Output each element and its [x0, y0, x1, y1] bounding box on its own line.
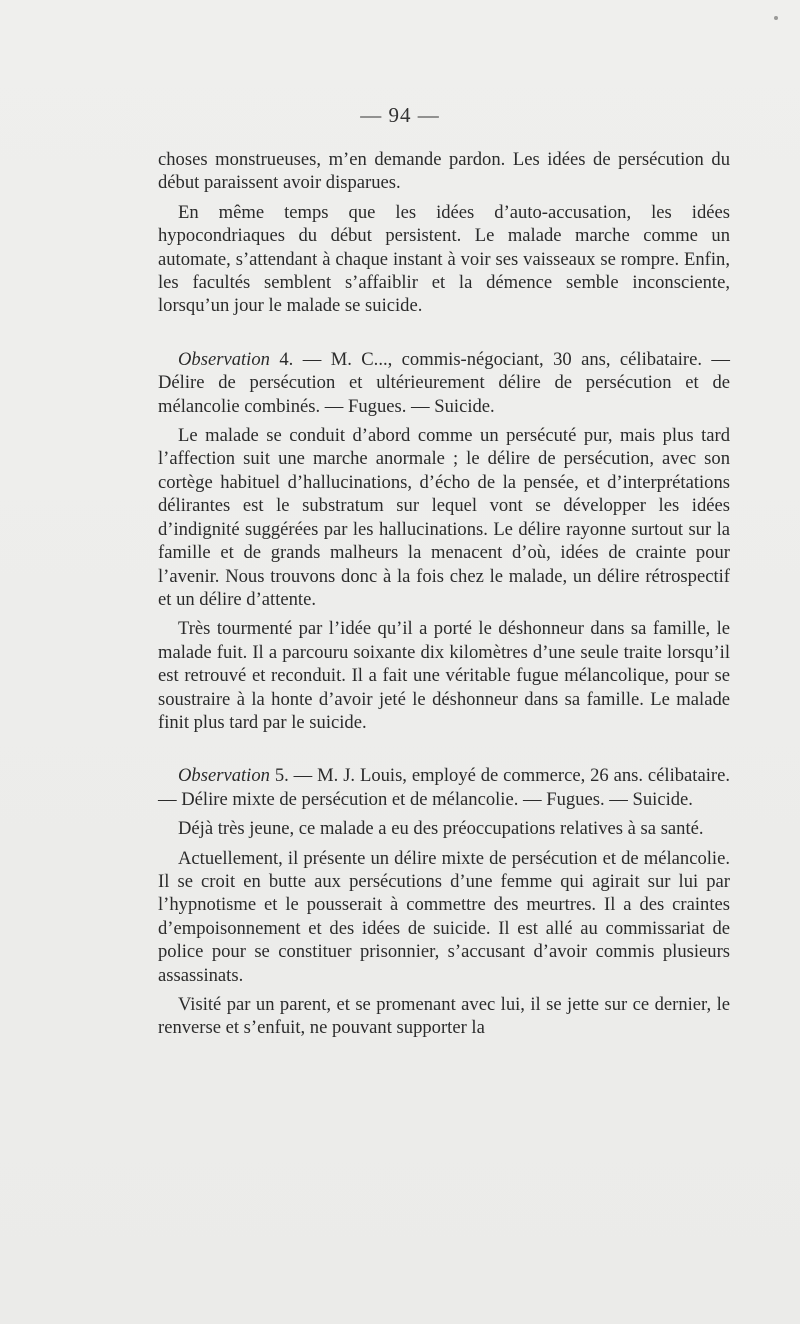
- observation-5-heading: [158, 764, 730, 811]
- paragraph: Actuellement, il présente un délire mixte de persécution et de mélancolie. Il se croit en butte aux persécutions d’une femme qui agirait sur lui par l’hypnotisme et le pousserait à commettre des meurtres. Il a des craintes d’empoisonnement et des idées de suicide. Il est allé au commissariat de police pour se constituer prisonnier, s’accusant d’avoir commis plusieurs assassinats.: [158, 847, 730, 986]
- page-number: — 94 —: [360, 103, 440, 127]
- paragraph: Visité par un parent, et se promenant avec lui, il se jette sur ce dernier, le renverse et s’enfuit, ne pouvant supporter la: [158, 994, 730, 1039]
- paragraph: Déjà très jeune, ce malade a eu des préoccupations relatives à sa santé.: [178, 818, 704, 840]
- paragraph: En même temps que les idées d’auto-accusation, les idées hypocondriaques du début persistent. Le malade marche comme un automate, s’attendant à chaque instant à voir ses vaisseaux se rompre. Enfin, les facultés semblent s’affaiblir et la démence semble inconsciente, lorsqu’un jour le malade se suicide.: [158, 201, 730, 317]
- observation-5-text: 5. — M. J. Louis, employé de commerce, 26 ans. célibataire. — Délire mixte de persécution et de mélancolie. — Fugues. — Suicide.: [158, 765, 730, 810]
- observation-4-text: 4. — M. C..., commis-négociant, 30 ans, célibataire. — Délire de persécution et ultérieurement délire de persécution et de mélancolie combinés. — Fugues. — Suicide.: [158, 348, 730, 417]
- paragraph: choses monstrueuses, m’en demande pardon. Les idées de persécution du début paraissent avoir disparues.: [158, 149, 730, 194]
- paper-speck: [774, 16, 778, 20]
- paragraph: Très tourmenté par l’idée qu’il a porté le déshonneur dans sa famille, le malade fuit. Il a parcouru soixante dix kilomètres d’une seule traite lorsqu’il est retrouvé et reconduit. Il a fait une véritable fugue mélancolique, pour se soustraire à la honte d’avoir jeté le déshonneur dans sa famille. Le malade finit plus tard par le suicide.: [158, 618, 730, 733]
- observation-label: Observation: [178, 348, 270, 370]
- page-body: [158, 148, 730, 1040]
- paragraph: Le malade se conduit d’abord comme un persécuté pur, mais plus tard l’affection suit une marche anormale ; le délire de persécution, avec son cortège habituel d’hallucinations, d’écho de la pensée, et d’interprétations délirantes est le substratum sur lequel vont se développer les idées d’indignité suggérées par les hallucinations. Le délire rayonne surtout sur la famille et de grands malheurs la menacent d’où, idées de crainte pour l’avenir. Nous trouvons donc à la fois chez le malade, un délire rétrospectif et un délire d’attente.: [158, 425, 730, 610]
- observation-4-heading: [158, 348, 730, 418]
- observation-label: Observation: [178, 765, 270, 787]
